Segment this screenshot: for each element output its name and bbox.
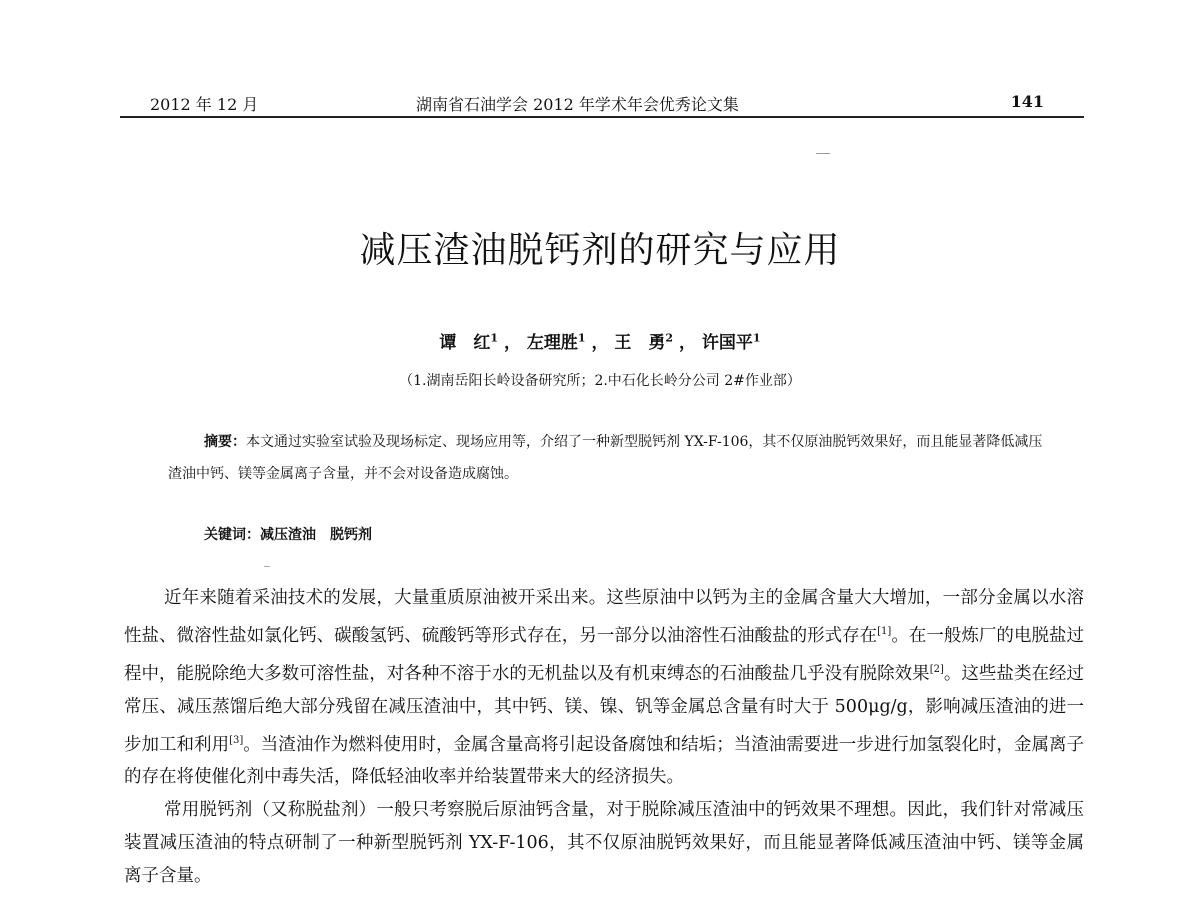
author-affiliation-mark: 1: [490, 331, 499, 345]
author-name: 左理胜: [526, 333, 578, 353]
keywords-text: 减压渣油 脱钙剂: [260, 527, 372, 543]
scan-speck: [816, 153, 830, 154]
body-text: [124, 582, 1084, 893]
abstract: [168, 426, 1048, 490]
keywords-label: 关键词：: [204, 527, 260, 543]
author-separator: ，: [679, 333, 696, 353]
page-number: 141: [1010, 92, 1044, 111]
abstract-text: 本文通过实验室试验及现场标定、现场应用等，介绍了一种新型脱钙剂 YX-F-106，其不仅原油脱钙效果好，而且能显著降低减压渣油中钙、镁等金属离子含量，并不会对设备造成腐蚀。: [168, 434, 1043, 482]
paragraph: 常用脱钙剂（又称脱盐剂）一般只考察脱后原油钙含量，对于脱除减压渣油中的钙效果不理想。因此，我们针对常减压装置减压渣油的特点研制了一种新型脱钙剂 YX-F-106，其不仅原油脱钙效果好，而且能显著降低减压渣油中钙、镁等金属离子含量。: [124, 800, 1084, 887]
paragraph-text: 。这些盐类在经过常压、减压蒸馏后绝大部分残留在减压渣油中，其中钙、镁、镍、钒等金属总含量有时大于 500μg/g，影响减压渣油的进一步加工和利用: [124, 663, 1084, 755]
author-affiliation-mark: 2: [665, 331, 674, 345]
author-name: 王 勇: [614, 333, 666, 353]
paragraph-text: 。当渣油作为燃料使用时，金属含量高将引起设备腐蚀和结垢；当渣油需要进一步进行加氢裂化时，金属离子的存在将使催化剂中毒失活，降低轻油收率并给装置带来大的经济损失。: [124, 734, 1084, 788]
header-date: 2012 年 12 月: [150, 95, 259, 114]
author-name: 谭 红: [439, 333, 491, 353]
paper-title: 减压渣油脱钙剂的研究与应用: [359, 230, 841, 271]
scan-speck: [264, 566, 270, 567]
header-journal-title: 湖南省石油学会 2012 年学术年会优秀论文集: [416, 95, 739, 114]
author-affiliation-mark: 1: [577, 331, 586, 345]
author-affiliation-mark: 1: [752, 331, 761, 345]
author-name: 许国平: [701, 333, 753, 353]
running-header: [120, 92, 1084, 118]
author-separator: ，: [591, 333, 609, 353]
citation: [1]: [877, 626, 892, 637]
abstract-label: 摘要：: [204, 434, 246, 450]
citation: [2]: [929, 663, 944, 675]
citation: [3]: [229, 734, 244, 746]
author-separator: ，: [504, 333, 521, 353]
keywords: [204, 524, 372, 544]
author-line: [0, 328, 1200, 353]
paragraph-text: 近年来随着采油技术的发展，大量重质原油被开采出来。这些原油中以钙为主的金属含量大大增加，一部分金属以水溶性盐、微溶性盐如氯化钙、碳酸氢钙、硫酸钙等形式存在，另一部分以油溶性石油酸盐的形式存在: [124, 588, 1084, 646]
paragraph: [124, 582, 1084, 794]
affiliations: （1.湖南岳阳长岭设备研究所；2.中石化长岭分公司 2#作业部）: [399, 373, 801, 389]
paragraph-text: 。在一般炼厂的电脱盐过程中，能脱除绝大多数可溶性盐，对各种不溶于水的无机盐以及有机束缚态的石油酸盐几乎没有脱除效果: [124, 625, 1084, 684]
